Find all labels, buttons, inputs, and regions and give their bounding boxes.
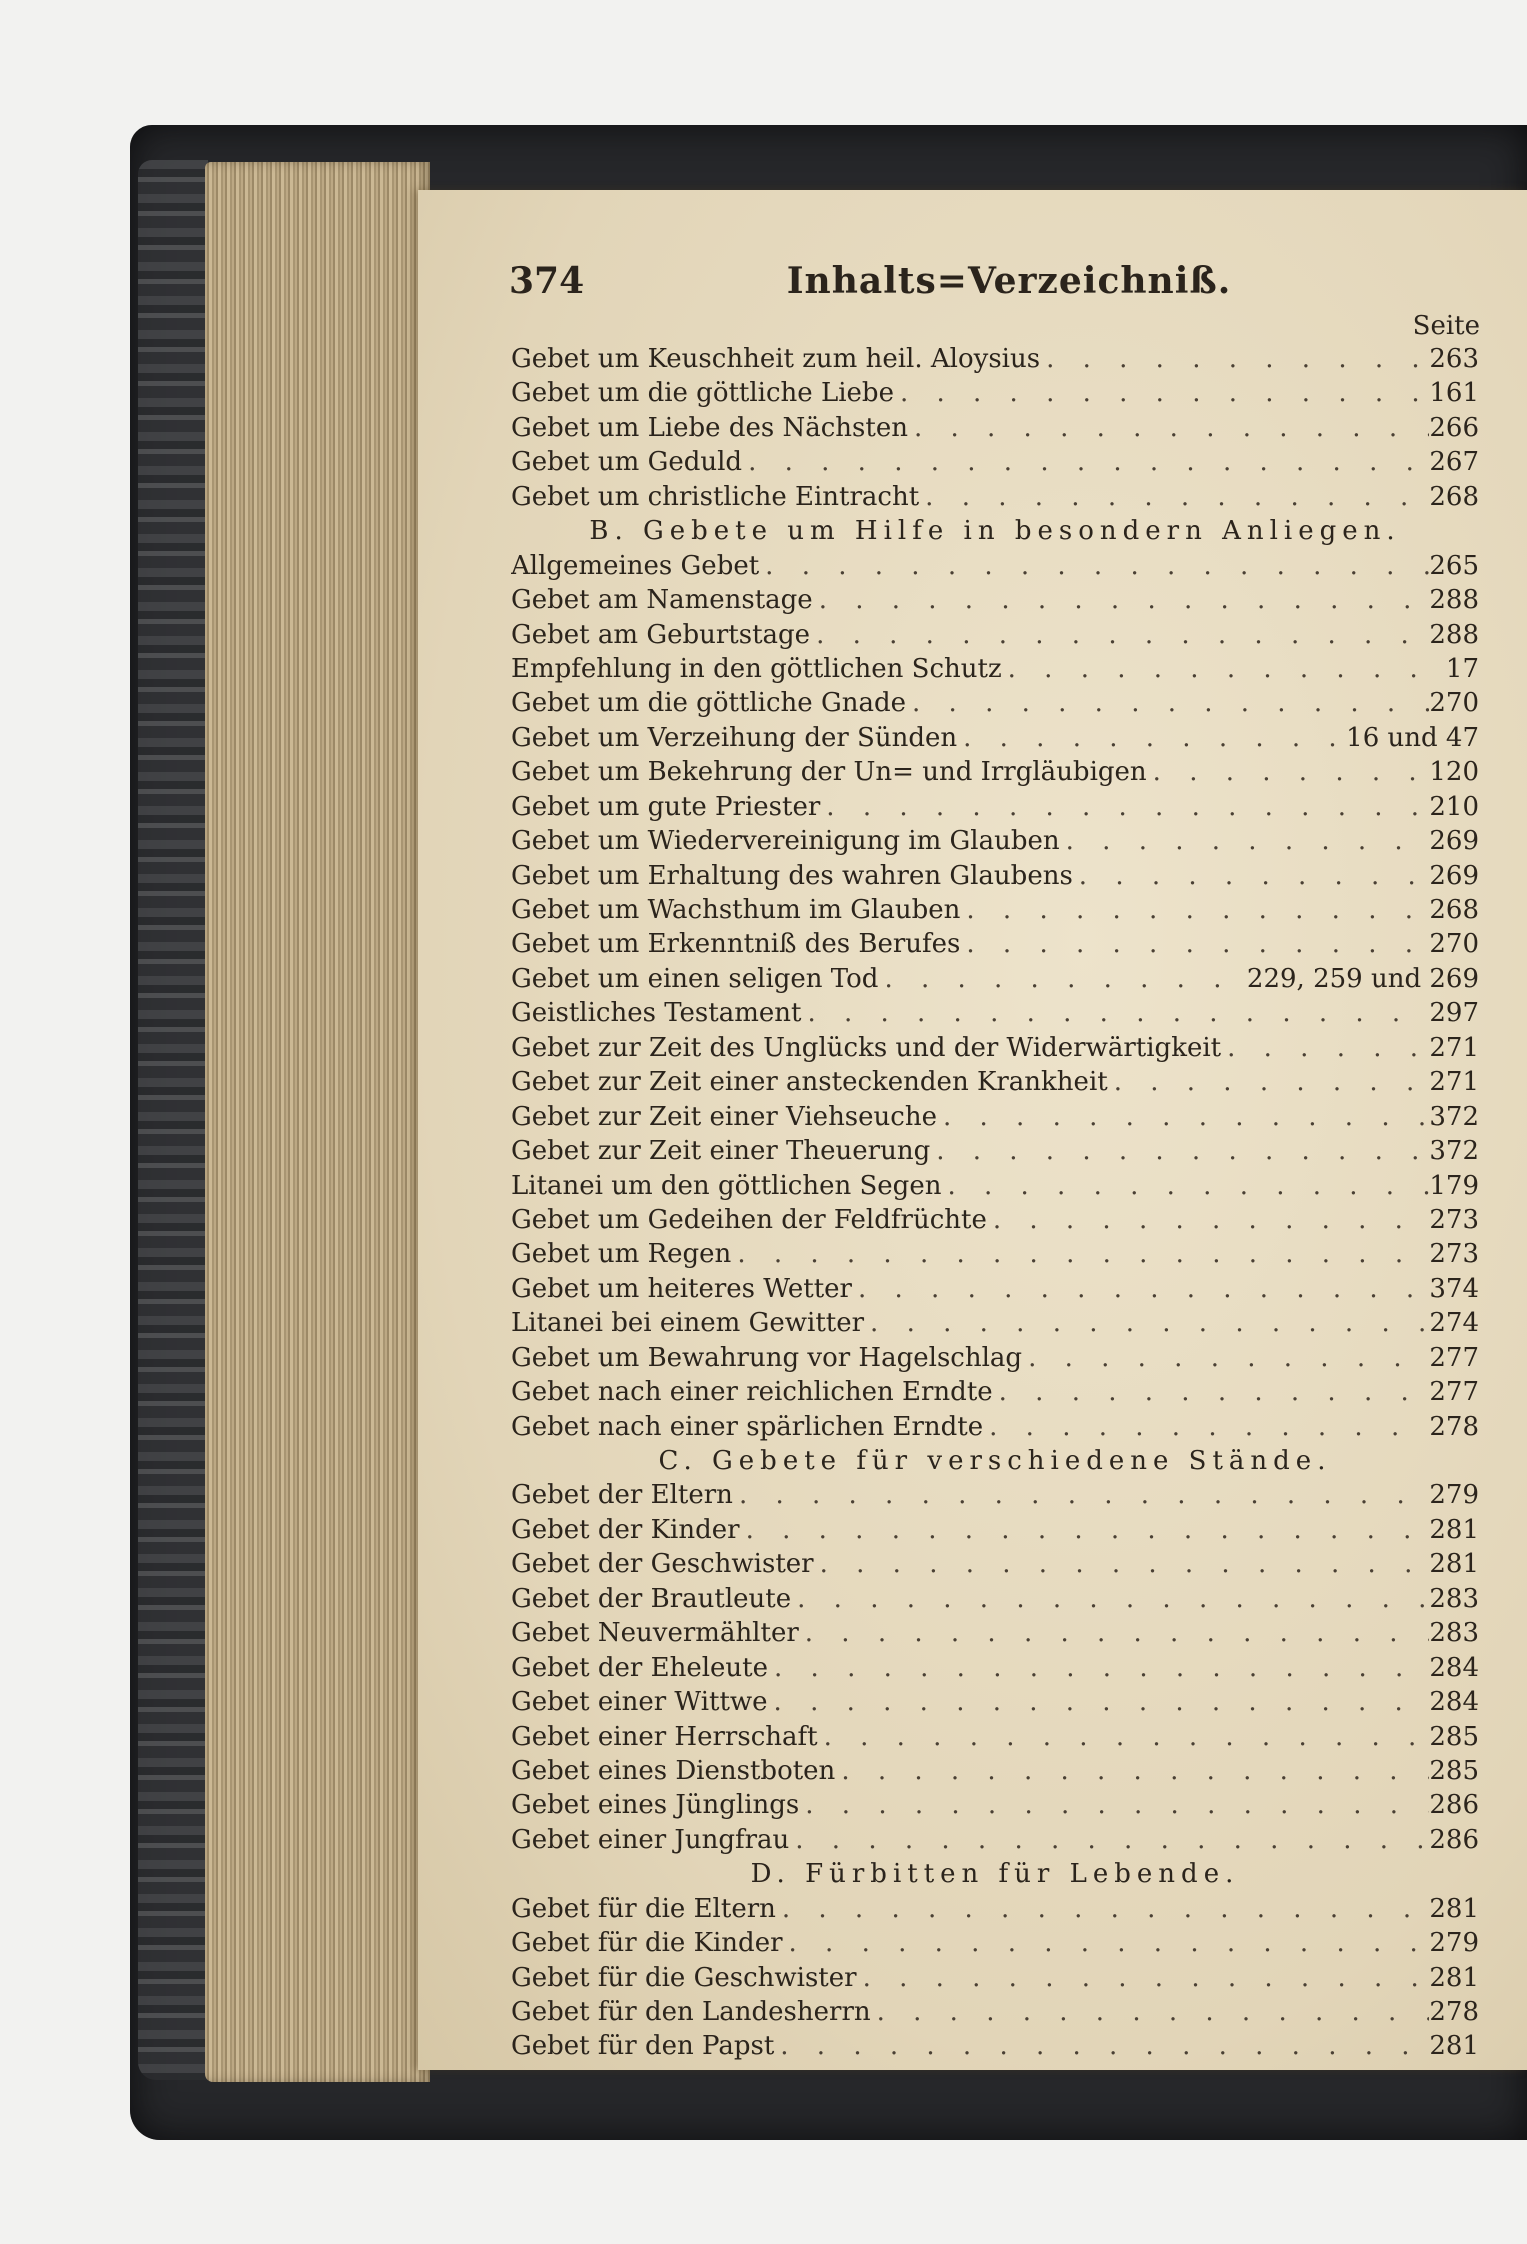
entry-title: Gebet der Eheleute [511,1652,769,1683]
book-spine [138,160,208,2080]
entry-title: Gebet einer Jungfrau [511,1824,790,1855]
toc-entry [511,2029,1479,2063]
dot-leader [818,1720,1430,1754]
dot-leader [810,618,1429,652]
entry-page-number: 271 [1429,1032,1479,1063]
dot-leader [908,411,1429,445]
entry-page-number: 284 [1429,1652,1479,1683]
entry-title: Gebet der Eltern [511,1480,733,1511]
entry-page-number: 229, 259 und 269 [1246,963,1479,994]
entry-title: Gebet zur Zeit einer ansteckenden Krankheit [511,1067,1108,1098]
toc-entry [511,1513,1479,1547]
dot-leader [789,1823,1429,1857]
entry-page-number: 278 [1429,1997,1479,2027]
entry-title: Gebet um die göttliche Gnade [511,688,907,719]
entry-title: Gebet für die Eltern [511,1893,776,1924]
entry-title: Gebet nach einer reichlichen Erndte [511,1377,993,1408]
entry-page-number: 283 [1429,1583,1479,1614]
entry-page-number: 277 [1429,1342,1479,1373]
page-number: 374 [509,260,585,302]
dot-leader [960,893,1429,927]
entry-page-number: 372 [1429,1136,1479,1167]
dot-leader [776,1892,1429,1926]
toc-entry [511,549,1479,583]
entry-title: Litanei bei einem Gewitter [511,1308,865,1339]
entry-page-number: 288 [1429,585,1479,616]
toc-entry [511,1100,1479,1134]
toc-entry [511,376,1479,410]
toc-entry [511,480,1479,514]
entry-page-number: 281 [1429,1514,1479,1545]
entry-title: Gebet für den Papst [511,2031,775,2062]
dot-leader [1108,1065,1430,1099]
entry-page-number: 274 [1429,1308,1479,1339]
entry-title: Gebet zur Zeit einer Theuerung [511,1136,931,1167]
entry-title: Gebet um Erkenntniß des Berufes [511,929,961,960]
dot-leader [894,376,1429,410]
entry-title: Gebet am Geburtstage [511,619,811,650]
toc-entry [511,1651,1479,1685]
entry-page-number: 277 [1429,1377,1479,1408]
toc-entry [511,1754,1479,1788]
toc-entry [511,686,1479,720]
dot-leader [857,1961,1430,1995]
dot-leader [878,962,1246,996]
entry-title: Gebet der Brautleute [511,1583,792,1614]
entry-title: Gebet um heiteres Wetter [511,1273,852,1304]
entry-page-number: 270 [1429,688,1479,719]
entry-page-number: 120 [1429,757,1479,788]
entry-title: Gebet nach einer spärlichen Erndte [511,1411,984,1442]
entry-title: Gebet um Verzeihung der Sünden [511,722,958,753]
entry-page-number: 16 und 47 [1346,722,1479,753]
entry-page-number: 281 [1429,2031,1479,2062]
dot-leader [1147,755,1430,789]
dot-leader [957,721,1346,755]
dot-leader [731,1237,1429,1271]
entry-title: Gebet einer Herrschaft [511,1721,818,1752]
toc-entry [511,583,1479,617]
entry-title: Allgemeines Gebet [511,550,760,581]
entry-page-number: 297 [1429,998,1479,1029]
entry-page-number: 281 [1429,1893,1479,1924]
toc-entry [511,1203,1479,1237]
entry-title: Gebet zur Zeit des Unglücks und der Widerwärtigkeit [511,1032,1222,1063]
toc-entry [511,1926,1479,1960]
toc-entry [511,618,1479,652]
entry-title: Gebet um Wachsthum im Glauben [511,895,961,925]
entry-title: Gebet am Namenstage [511,585,813,616]
toc-entry [511,1169,1479,1203]
toc-entry [511,1375,1479,1409]
dot-leader [742,445,1429,479]
dot-leader [852,1272,1429,1306]
entry-page-number: 266 [1429,412,1479,443]
dot-leader [987,1203,1430,1237]
dot-leader [774,2029,1429,2063]
dot-leader [983,1410,1429,1444]
entry-title: Gebet um christliche Eintracht [511,481,920,512]
entry-page-number: 283 [1429,1618,1479,1649]
column-label: Seite [1412,311,1480,341]
page-title: Inhalts=Verzeichniß. [786,260,1232,302]
dot-leader [906,686,1429,720]
dot-leader [759,549,1429,583]
entry-page-number: 281 [1429,1962,1479,1993]
toc-entry [511,1134,1479,1168]
dot-leader [871,1995,1430,2029]
entry-title: Gebet um Geduld [511,447,743,478]
entry-title: Gebet um Keuschheit zum heil. Aloysius [511,344,1041,374]
entry-page-number: 374 [1429,1273,1479,1304]
entry-title: Gebet zur Zeit einer Viehseuche [511,1101,937,1132]
entry-title: Gebet für die Kinder [511,1928,783,1959]
entry-title: Gebet eines Jünglings [511,1790,800,1821]
dot-leader [1002,652,1446,686]
entry-page-number: 265 [1429,550,1479,581]
dot-leader [814,1547,1430,1581]
entry-page-number: 263 [1429,344,1479,374]
entry-page-number: 286 [1429,1790,1479,1821]
entry-title: Geistliches Testament [511,998,802,1029]
entry-title: Gebet um Bekehrung der Un= und Irrgläubigen [511,757,1147,788]
toc-entry [511,1237,1479,1271]
dot-leader [768,1651,1429,1685]
entry-page-number: 273 [1429,1239,1479,1270]
entry-page-number: 271 [1429,1067,1479,1098]
entry-title: Gebet um einen seligen Tod [511,963,879,994]
entry-page-number: 267 [1429,447,1479,478]
dot-leader [1040,342,1429,376]
entry-title: Gebet um Wiedervereinigung im Glauben [511,826,1060,857]
toc-entry [511,1823,1479,1857]
section-heading: D. Fürbitten für Lebende. [750,1859,1240,1890]
entry-page-number: 210 [1429,791,1479,822]
toc-entry [511,1478,1479,1512]
entry-title: Gebet um Bewahrung vor Hagelschlag [511,1342,1023,1373]
entry-title: Litanei um den göttlichen Segen [511,1170,942,1201]
toc-entry [511,927,1479,961]
dot-leader [1060,824,1430,858]
toc-entry [511,1306,1479,1340]
dot-leader [1022,1341,1429,1375]
entry-title: Gebet für den Landesherrn [511,1997,871,2027]
entry-page-number: 372 [1429,1101,1479,1132]
toc-entry [511,859,1479,893]
toc-entry [511,652,1479,686]
dot-leader [864,1306,1429,1340]
entry-title: Gebet um Gedeihen der Feldfrüchte [511,1204,987,1235]
entry-page-number: 279 [1429,1480,1479,1511]
entry-page-number: 281 [1429,1549,1479,1580]
toc-entry [511,1995,1479,2029]
entry-page-number: 285 [1429,1721,1479,1752]
entry-page-number: 17 [1445,653,1479,684]
page-edges [205,162,430,2082]
dot-leader [835,1754,1429,1788]
dot-leader [740,1513,1430,1547]
dot-leader [930,1134,1429,1168]
entry-page-number: 279 [1429,1928,1479,1959]
entry-title: Gebet der Geschwister [511,1549,814,1580]
toc-entry [511,1031,1479,1065]
section-heading: B. Gebete um Hilfe in besondern Anliegen. [589,516,1401,547]
dot-leader [1221,1031,1429,1065]
toc-entry [511,1685,1479,1719]
dot-leader [768,1685,1430,1719]
toc-entry [511,342,1479,376]
entry-page-number: 179 [1429,1170,1479,1201]
toc-entry [511,1547,1479,1581]
entry-page-number: 278 [1429,1411,1479,1442]
entry-page-number: 286 [1429,1824,1479,1855]
entry-title: Gebet um die göttliche Liebe [511,378,894,409]
dot-leader [993,1375,1430,1409]
dot-leader [813,583,1430,617]
toc-entry [511,1341,1479,1375]
dot-leader [799,1616,1430,1650]
section-heading: C. Gebete für verschiedene Stände. [658,1446,1332,1476]
toc-entry [511,962,1479,996]
toc-entry [511,1720,1479,1754]
entry-title: Empfehlung in den göttlichen Schutz [511,653,1002,684]
toc-entry [511,1272,1479,1306]
toc-entry [511,411,1479,445]
entry-title: Gebet Neuvermählter [511,1618,799,1649]
toc-entry [511,1788,1479,1822]
entry-page-number: 161 [1429,378,1479,409]
dot-leader [791,1582,1429,1616]
dot-leader [799,1788,1429,1822]
dot-leader [937,1100,1429,1134]
dot-leader [919,480,1429,514]
entry-page-number: 273 [1429,1204,1479,1235]
toc-entry [511,1892,1479,1926]
entry-page-number: 269 [1429,860,1479,891]
dot-leader [820,790,1429,824]
entry-title: Gebet um Erhaltung des wahren Glaubens [511,860,1073,891]
entry-page-number: 284 [1429,1687,1479,1718]
toc-entry [511,824,1479,858]
entry-page-number: 270 [1429,929,1479,960]
dot-leader [941,1169,1429,1203]
entry-title: Gebet einer Wittwe [511,1687,768,1718]
entry-title: Gebet eines Dienstboten [511,1755,836,1786]
page-header [509,256,1509,316]
dot-leader [801,996,1429,1030]
entry-page-number: 269 [1429,826,1479,857]
toc-entry [511,721,1479,755]
entry-page-number: 268 [1429,481,1479,512]
dot-leader [960,927,1429,961]
toc-entry [511,996,1479,1030]
toc-entry [511,1065,1479,1099]
table-of-contents [511,342,1479,2064]
dot-leader [733,1478,1429,1512]
toc-entry [511,755,1479,789]
entry-title: Gebet um gute Priester [511,791,821,822]
toc-entry [511,1616,1479,1650]
toc-entry [511,445,1479,479]
dot-leader [783,1926,1430,1960]
entry-title: Gebet der Kinder [511,1514,740,1545]
entry-title: Gebet um Regen [511,1239,732,1270]
toc-entry [511,790,1479,824]
entry-page-number: 268 [1429,895,1479,925]
toc-entry [511,1582,1479,1616]
toc-entry [511,1961,1479,1995]
toc-entry [511,1410,1479,1444]
entry-title: Gebet für die Geschwister [511,1962,857,1993]
entry-title: Gebet um Liebe des Nächsten [511,412,908,443]
dot-leader [1073,859,1430,893]
entry-page-number: 285 [1429,1755,1479,1786]
entry-page-number: 288 [1429,619,1479,650]
toc-entry [511,893,1479,927]
